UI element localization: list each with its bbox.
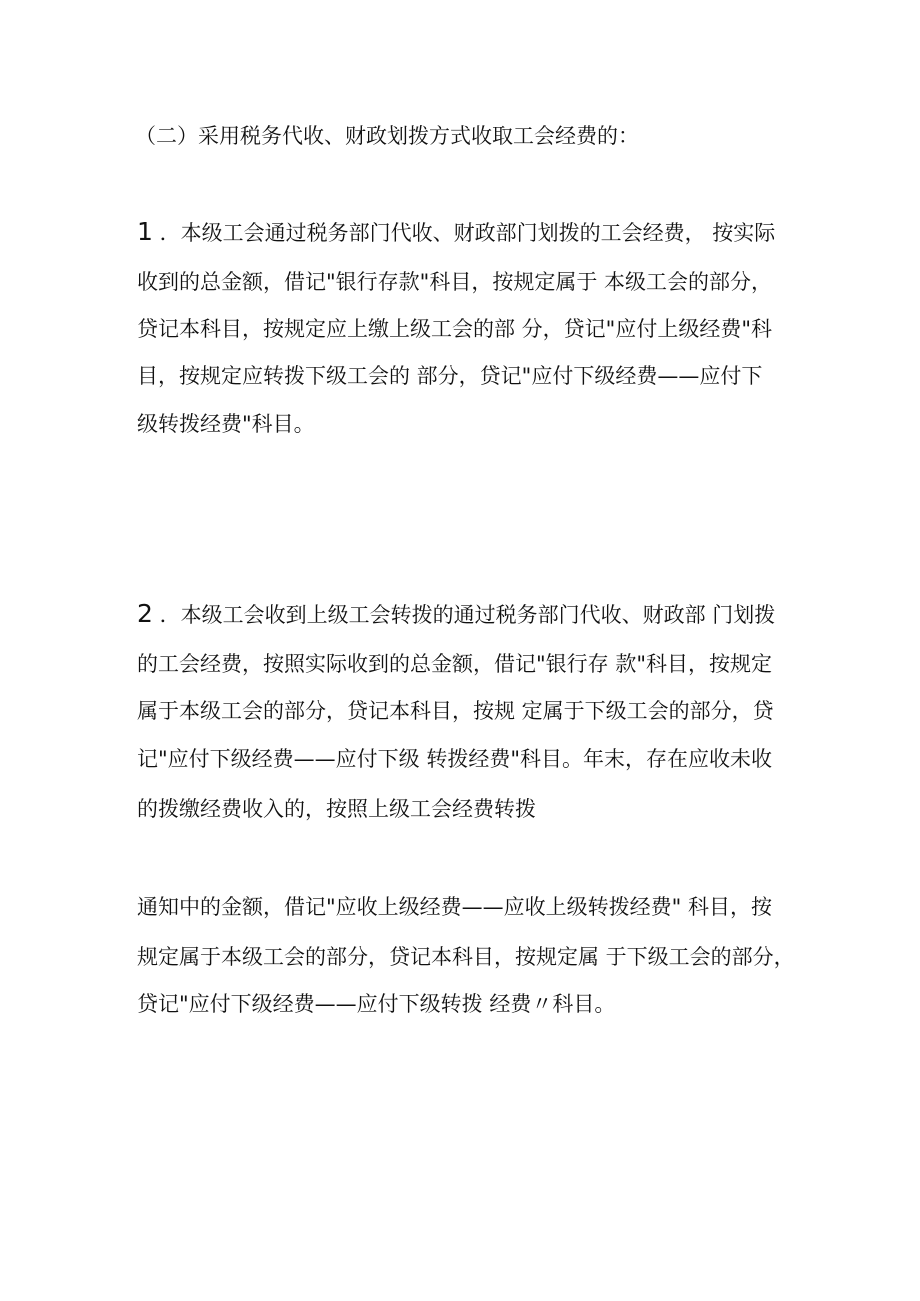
item1-line-2: 收到的总金额，借记"银行存款"科目，按规定属于 本级工会的部分，: [137, 270, 772, 294]
item2-line-1: [137, 600, 797, 629]
paragraph3-line-3: 贷记"应付下级经费——应付下级转拨 经费〃科目。: [137, 992, 616, 1016]
section-heading: （二）采用税务代收、财政划拨方式收取工会经费的：: [135, 124, 639, 148]
item1-line-4: 目，按规定应转拨下级工会的 部分，贷记"应付下级经费——应付下: [137, 364, 763, 388]
item2-line-5: 的拨缴经费收入的，按照上级工会经费转拨: [137, 797, 536, 821]
item1-number: 1: [137, 218, 153, 246]
paragraph3-line-1: 通知中的金额，借记"应收上级经费——应收上级转拨经费" 科目，按: [137, 895, 772, 919]
item1-line-3: 贷记本科目，按规定应上缴上级工会的部 分，贷记"应付上级经费"科: [137, 317, 772, 341]
item2-number: 2: [137, 600, 153, 628]
item1-line-1: [137, 218, 797, 247]
item2-line-3: 属于本级工会的部分，贷记本科目，按规 定属于下级工会的部分，贷: [137, 699, 774, 723]
item1-line-5: 级转拨经费"科目。: [137, 412, 315, 436]
item2-line-1-text: ．本级工会收到上级工会转拨的通过税务部门代收、财政部 门划拨: [152, 603, 776, 627]
item1-line-1-text: ．本级工会通过税务部门代收、财政部门划拨的工会经费， 按实际: [152, 221, 776, 245]
item2-line-4: 记"应付下级经费——应付下级 转拨经费"科目。年末，存在应收未收: [137, 747, 772, 771]
item2-line-2: 的工会经费，按照实际收到的总金额，借记"银行存 款"科目，按规定: [137, 652, 772, 676]
paragraph3-line-2: 规定属于本级工会的部分，贷记本科目，按规定属 于下级工会的部分，: [137, 945, 795, 969]
